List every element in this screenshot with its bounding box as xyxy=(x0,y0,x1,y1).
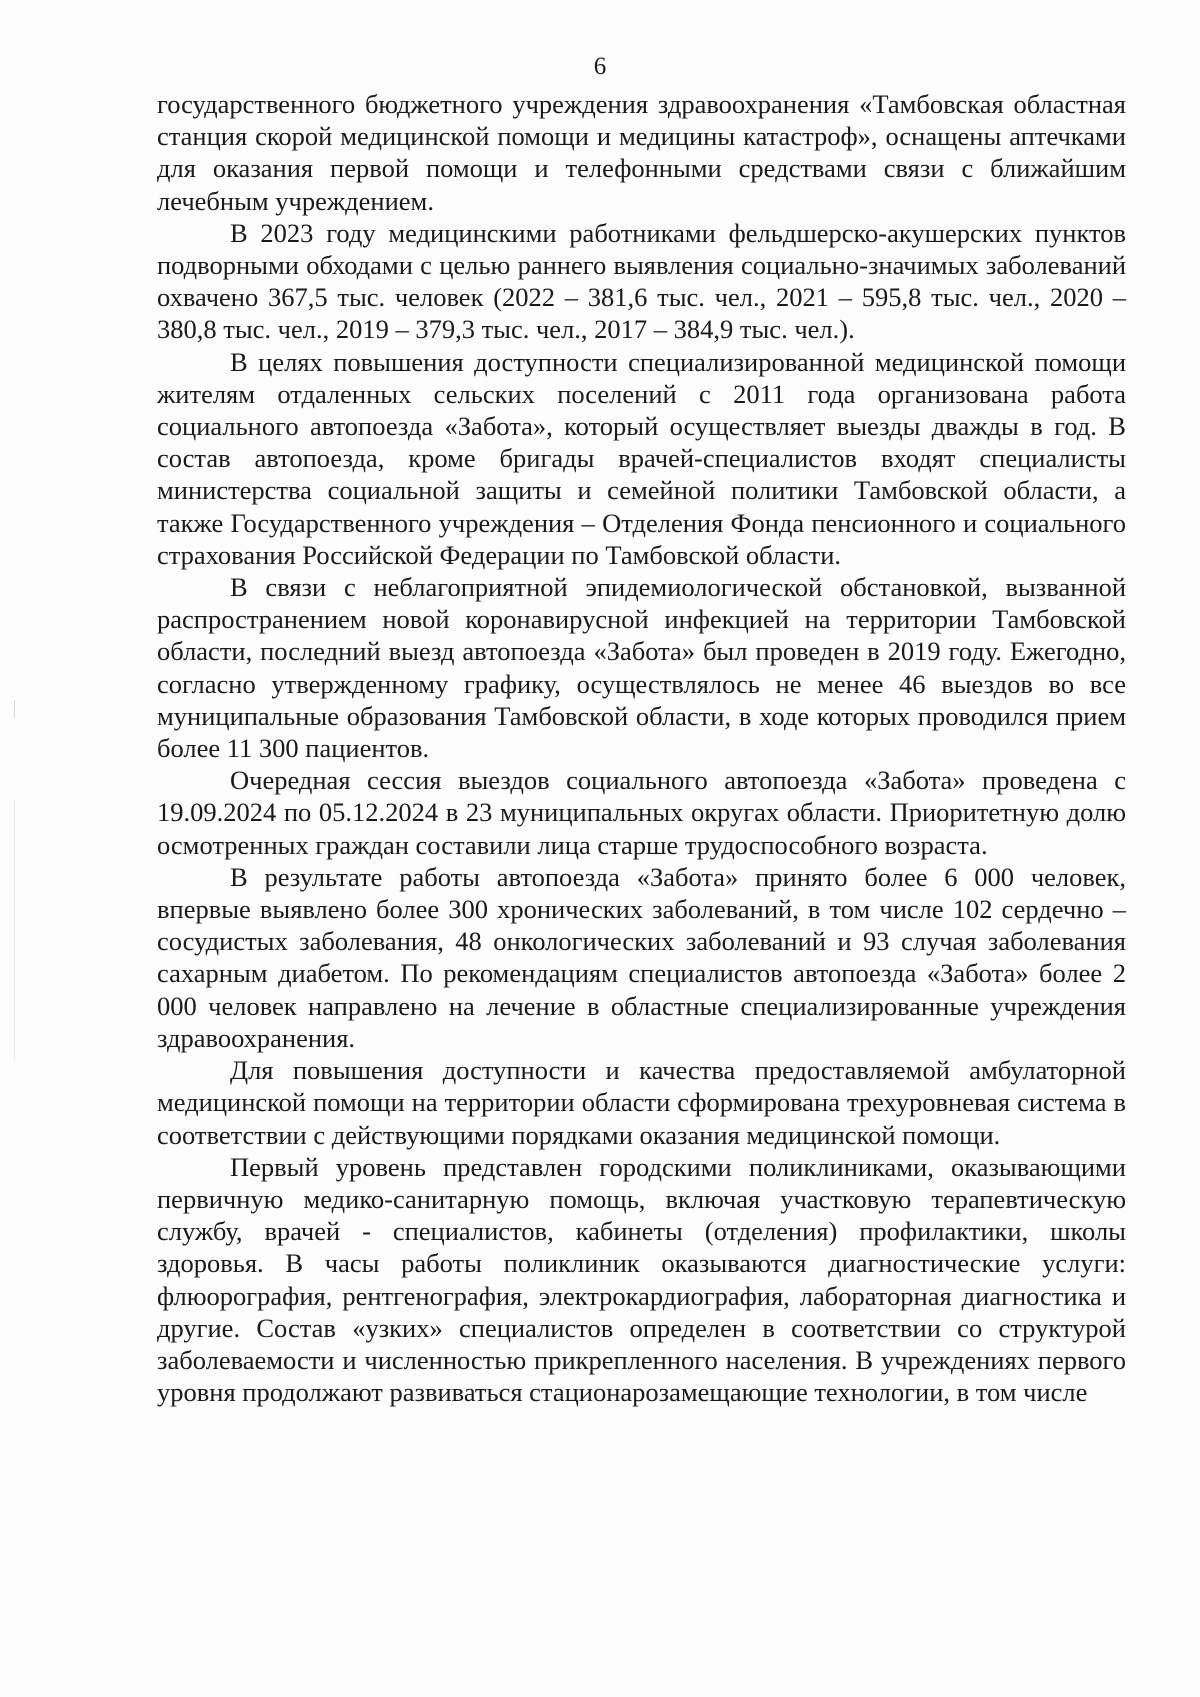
body-text xyxy=(157,88,1126,1408)
paragraph: В результате работы автопоезда «Забота» принято более 6 000 человек, впервые выявлено более 300 хронических заболеваний, в том числе 102 сердечно – сосудистых заболевания, 48 онкологических заболеваний и 93 случая заболевания сахарным диабетом. По рекомендациям специалистов автопоезда «Забота» более 2 000 человек направлено на лечение в областные специализированные учреждения здравоохранения. xyxy=(157,861,1126,1053)
paragraph: В 2023 году медицинскими работниками фельдшерско-акушерских пунктов подворными обходами с целью раннего выявления социально-значимых заболеваний охвачено 367,5 тыс. человек (2022 – 381,6 тыс. чел., 2021 – 595,8 тыс. чел., 2020 – 380,8 тыс. чел., 2019 – 379,3 тыс. чел., 2017 – 384,9 тыс. чел.). xyxy=(157,217,1126,345)
paragraph: Очередная сессия выездов социального автопоезда «Забота» проведена с 19.09.2024 по 05.12.2024 в 23 муниципальных округах области. Приоритетную долю осмотренных граждан составили лица старше трудоспособного возраста. xyxy=(157,765,1126,860)
paragraph: Первый уровень представлен городскими поликлиниками, оказывающими первичную медико-санитарную помощь, включая участковую терапевтическую службу, врачей - специалистов, кабинеты (отделения) профилактики, школы здоровья. В часы работы поликлиник оказываются диагностические услуги: флюорография, рентгенография, электрокардиография, лабораторная диагностика и другие. Состав «узких» специалистов определен в соответствии со структурой заболеваемости и численностью прикрепленного населения. В учреждениях первого уровня продолжают развиваться стационарозамещающие технологии, в том числе xyxy=(157,1151,1126,1408)
scan-artifact xyxy=(14,700,15,718)
paragraph: государственного бюджетного учреждения здравоохранения «Тамбовская областная станция скорой медицинской помощи и медицины катастроф», оснащены аптечками для оказания первой помощи и телефонными средствами связи с ближайшим лечебным учреждением. xyxy=(157,89,1126,216)
paragraph: Для повышения доступности и качества предоставляемой амбулаторной медицинской помощи на территории области сформирована трехуровневая система в соответствии с действующими порядками оказания медицинской помощи. xyxy=(157,1055,1126,1150)
scan-artifact xyxy=(14,800,15,1060)
paragraph: В связи с неблагоприятной эпидемиологической обстановкой, вызванной распространением новой коронавирусной инфекцией на территории Тамбовской области, последний выезд автопоезда «Забота» был проведен в 2019 году. Ежегодно, согласно утвержденному графику, осуществлялось не менее 46 выездов во все муниципальные образования Тамбовской области, в ходе которых проводился прием более 11 300 пациентов. xyxy=(157,572,1126,764)
page-number: 6 xyxy=(593,53,607,80)
paragraph: В целях повышения доступности специализированной медицинской помощи жителям отдаленных сельских поселений с 2011 года организована работа социального автопоезда «Забота», который осуществляет выезды дважды в год. В состав автопоезда, кроме бригады врачей-специалистов входят специалисты министерства социальной защиты и семейной политики Тамбовской области, а также Государственного учреждения – Отделения Фонда пенсионного и социального страхования Российской Федерации по Тамбовской области. xyxy=(157,346,1126,570)
